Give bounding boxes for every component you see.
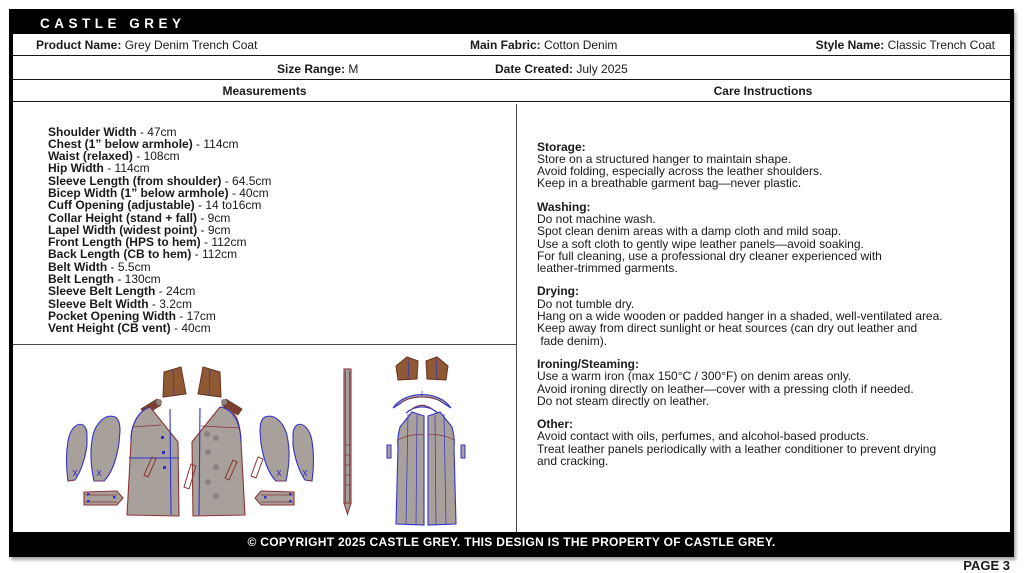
care-line: Keep away from direct sunlight or heat sources (can dry out leather and [537,321,918,336]
measurement-value: - 112cm [191,247,238,262]
product-name-label: Product Name: [36,38,122,52]
measurements-list [48,126,271,335]
measurement-label: Sleeve Length (from shoulder) [48,173,222,188]
back-panel-right-piece [428,412,456,525]
care-line: Avoid ironing directly on leather—cover with a pressing cloth if needed. [537,381,914,396]
main-fabric-field [470,34,617,56]
front-yoke-left-piece [163,367,186,397]
sleeve-belt-left-piece [84,491,123,505]
spec-sheet [9,9,1014,557]
measurement-label: Sleeve Belt Length [48,284,156,299]
measurement-value: - 3.2cm [148,296,192,311]
measurement-label: Back Length (CB to hem) [48,247,192,262]
care-section-heading: Other: [537,417,573,432]
size-range-label: Size Range: [277,61,346,76]
measurement-label: Collar Height (stand + fall) [48,210,198,225]
care-section [537,141,1010,190]
measurements-column [13,104,516,532]
measurement-value: - 24cm [155,284,196,299]
date-created-field [495,58,628,80]
side-tab-piece [461,445,465,458]
measurement-value: - 112cm [200,235,247,250]
copyright-text: © COPYRIGHT 2025 CASTLE GREY. THIS DESIGN IS THE PROPERTY OF CASTLE GREY. [247,535,776,549]
style-name-field [816,34,995,56]
care-column [517,104,1010,532]
care-line: Do not steam directly on leather. [537,393,710,408]
care-line: Spot clean denim areas with a damp cloth and mild soap. [537,224,842,239]
care-section [537,358,1010,407]
style-name-value: Classic Trench Coat [887,38,995,52]
care-line: and cracking. [537,454,609,469]
copyright-bar [13,532,1010,553]
back-panel-left-piece [396,412,424,525]
care-section-heading: Washing: [537,199,591,214]
measurement-label: Chest (1” below armhole) [48,136,193,151]
care-section [537,201,1010,275]
front-pattern-group [67,367,314,516]
measurement-value: - 114cm [103,161,150,176]
style-name-label: Style Name: [815,38,885,52]
size-range-field [277,58,358,80]
main-fabric-label: Main Fabric: [470,38,541,52]
measurements-header: Measurements [222,84,307,98]
care-line: Keep in a breathable garment bag—never plastic. [537,176,802,191]
care-header: Care Instructions [713,84,813,98]
care-section-heading: Ironing/Steaming: [537,356,639,371]
care-line: Store on a structured hanger to maintain shape. [537,151,792,166]
care-section [537,418,1010,467]
measurement-label: Hip Width [48,161,104,176]
measurement-label: Lapel Width (widest point) [48,222,198,237]
measurement-value: - 9cm [197,222,231,237]
care-line: For full cleaning, use a professional dry cleaner experienced with [537,248,882,263]
measurement-label: Waist (relaxed) [48,149,133,164]
measurement-value: - 108cm [132,149,180,164]
measurement-value: - 64.5cm [221,173,272,188]
header-row-2 [13,58,1010,80]
header-row-1 [13,34,1010,56]
measurement-label: Front Length (HPS to hem) [48,235,201,250]
care-section [537,285,1010,346]
brand-header [13,13,1010,34]
measurement-label: Belt Width [48,259,108,274]
care-line: Use a soft cloth to gently wipe leather panels—avoid soaking. [537,236,864,251]
care-line: Hang on a wide wooden or padded hanger in a shaded, well-ventilated area. [537,309,943,324]
product-name-field [36,34,257,56]
measurement-label: Pocket Opening Width [48,308,176,323]
measurement-item [48,322,271,334]
measurement-label: Cuff Opening (adjustable) [48,198,195,213]
care-line: Use a warm iron (max 150°C / 300°F) on denim areas only. [537,369,852,384]
column-headers-row [13,80,1010,102]
care-line: Avoid contact with oils, perfumes, and alcohol-based products. [537,429,869,444]
belt-piece [344,369,351,503]
pattern-svg [13,345,516,532]
care-section-heading: Drying: [537,284,579,299]
product-name-value: Grey Denim Trench Coat [124,38,258,52]
measurement-value: - 47cm [136,124,177,139]
measurement-value: - 14 to16cm [194,198,262,213]
care-line: leather-trimmed garments. [537,261,678,276]
brand-title: CASTLE GREY [40,16,186,31]
back-pattern-group [344,357,465,525]
page-number: PAGE 3 [963,558,1010,573]
sleeve-left-outer-piece [67,424,88,481]
main-fabric-value: Cotton Denim [544,38,618,52]
measurement-value: - 130cm [114,272,161,287]
date-created-value: July 2025 [576,61,628,76]
care-line: Do not machine wash. [537,211,656,226]
measurement-value: - 9cm [197,210,231,225]
care-section-heading: Storage: [537,139,586,154]
measurement-value: - 5.5cm [107,259,151,274]
measurement-value: - 114cm [192,136,239,151]
content-area [13,104,1010,532]
care-sections [537,141,1010,468]
sleeve-belt-right-piece [255,491,294,505]
measurement-label: Vent Height (CB vent) [48,321,171,336]
date-created-label: Date Created: [495,61,574,76]
size-range-value: M [348,61,359,76]
measurement-value: - 17cm [175,308,216,323]
care-line: fade denim). [537,333,608,348]
measurement-label: Shoulder Width [48,124,137,139]
sleeve-right-outer-piece [293,424,314,481]
measurement-value: - 40cm [228,185,269,200]
care-line: Treat leather panels periodically with a leather conditioner to prevent drying [537,441,937,456]
back-yoke-left-piece [396,357,418,380]
care-line: Avoid folding, especially across the leather shoulders. [537,164,823,179]
measurement-label: Belt Length [48,272,114,287]
sleeve-left-inner-piece [91,416,120,481]
measurement-label: Sleeve Belt Width [48,296,149,311]
care-line: Do not tumble dry. [537,296,635,311]
collar-stand-piece [406,405,438,413]
side-tab-piece [387,445,391,458]
pattern-diagram [13,345,516,532]
measurement-value: - 40cm [170,321,211,336]
sleeve-right-inner-piece [260,416,289,481]
pocket-welt-piece [251,457,263,478]
measurement-label: Bicep Width (1” below armhole) [48,185,229,200]
